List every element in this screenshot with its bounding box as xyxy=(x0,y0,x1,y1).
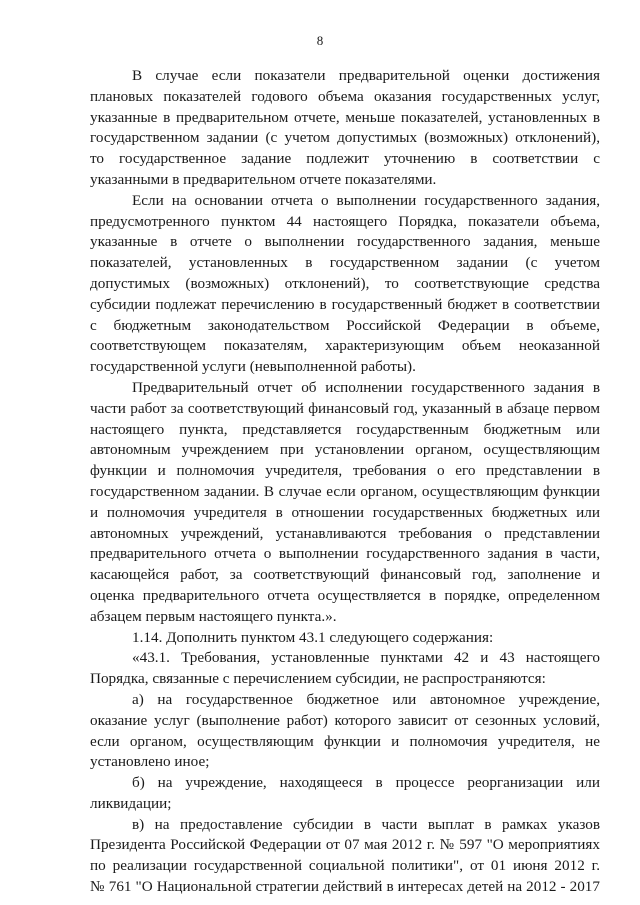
text-line: ликвидации; xyxy=(90,794,172,812)
text-line: и полномочия учредителя в отношении государственных бюджетных или xyxy=(90,503,600,521)
text-line: установлено иное; xyxy=(90,753,210,771)
text-line: настоящего пункта, представляется государственным бюджетным или xyxy=(90,420,600,438)
text-line: с бюджетным законодательством Российской Федерации в объеме, xyxy=(90,316,600,334)
text-line: В случае если показатели предварительной оценки достижения xyxy=(132,67,600,84)
text-line: предусмотренного пунктом 44 настоящего Порядка, показатели объема, xyxy=(90,212,600,230)
text-line: касающейся работ, за соответствующий финансовый год, заполнение и xyxy=(90,566,600,584)
text-line: плановых показателей годового объема оказания государственных услуг, xyxy=(90,87,600,105)
text-line: государственном задании. В случае если органом, осуществляющим функции xyxy=(90,482,600,500)
text-line: если органом, осуществляющим функции и полномочия учредителя, не xyxy=(90,732,600,750)
text-line: показателей, установленных в государственном задании (с учетом xyxy=(90,254,600,272)
text-line: части работ за соответствующий финансовый год, указанный в абзаце первом xyxy=(90,399,600,417)
page-number: 8 xyxy=(316,33,324,48)
text-line: государственном задании (с учетом допустимых (возможных) отклонений), xyxy=(90,129,600,147)
text-line: субсидии подлежат перечислению в государственный бюджет в соответствии xyxy=(90,295,600,313)
text-line: 1.14. Дополнить пунктом 43.1 следующего содержания: xyxy=(132,628,494,646)
text-line: указанные в предварительном отчете, меньше показателей, установленных в xyxy=(90,108,600,126)
text-line: предварительного отчета о выполнении государственного задания в части, xyxy=(90,545,600,563)
text-line: автономным учреждением при установлении органом, осуществляющим xyxy=(90,441,600,459)
text-line: допустимых (возможных) отклонений), то соответствующие средства xyxy=(90,274,600,292)
document-body xyxy=(90,66,600,898)
text-line: Если на основании отчета о выполнении государственного задания, xyxy=(132,191,600,209)
text-line: оценка предварительного отчета осуществляется в порядке, определенном xyxy=(90,586,600,604)
text-line: функции и полномочия учредителя, требования о его представлении в xyxy=(90,462,600,480)
text-line: Предварительный отчет об исполнении государственного задания в xyxy=(132,378,600,396)
text-line: оказание услуг (выполнение работ) которого зависит от сезонных условий, xyxy=(90,711,600,729)
text-line: то государственное задание подлежит уточнению в соответствии с xyxy=(90,150,600,168)
text-line: соответствующем показателям, характеризующим объем неоказанной xyxy=(90,337,600,355)
text-line: в) на предоставление субсидии в части выплат в рамках указов xyxy=(132,815,600,833)
text-line: б) на учреждение, находящееся в процессе реорганизации или xyxy=(132,774,600,792)
text-line: абзацем первым настоящего пункта.». xyxy=(90,607,337,625)
text-line: а) на государственное бюджетное или автономное учреждение, xyxy=(132,690,600,708)
text-line: автономных учреждений, устанавливаются требования о представлении xyxy=(90,524,600,542)
text-line: Порядка, связанные с перечислением субсидии, не распространяются: xyxy=(90,670,546,688)
text-line: указанными в предварительном отчете показателями. xyxy=(90,170,437,188)
text-line: указанные в отчете о выполнении государственного задания, меньше xyxy=(90,233,600,251)
text-line: «43.1. Требования, установленные пунктами 42 и 43 настоящего xyxy=(132,649,600,667)
text-line: государственной услуги (невыполненной работы). xyxy=(90,358,416,376)
text-line: № 761 "О Национальной стратегии действий в интересах детей на 2012 - 2017 xyxy=(90,878,600,896)
text-line: Президента Российской Федерации от 07 мая 2012 г. № 597 "О мероприятиях xyxy=(90,836,600,854)
text-line: по реализации государственной социальной политики", от 01 июня 2012 г. xyxy=(90,857,600,875)
